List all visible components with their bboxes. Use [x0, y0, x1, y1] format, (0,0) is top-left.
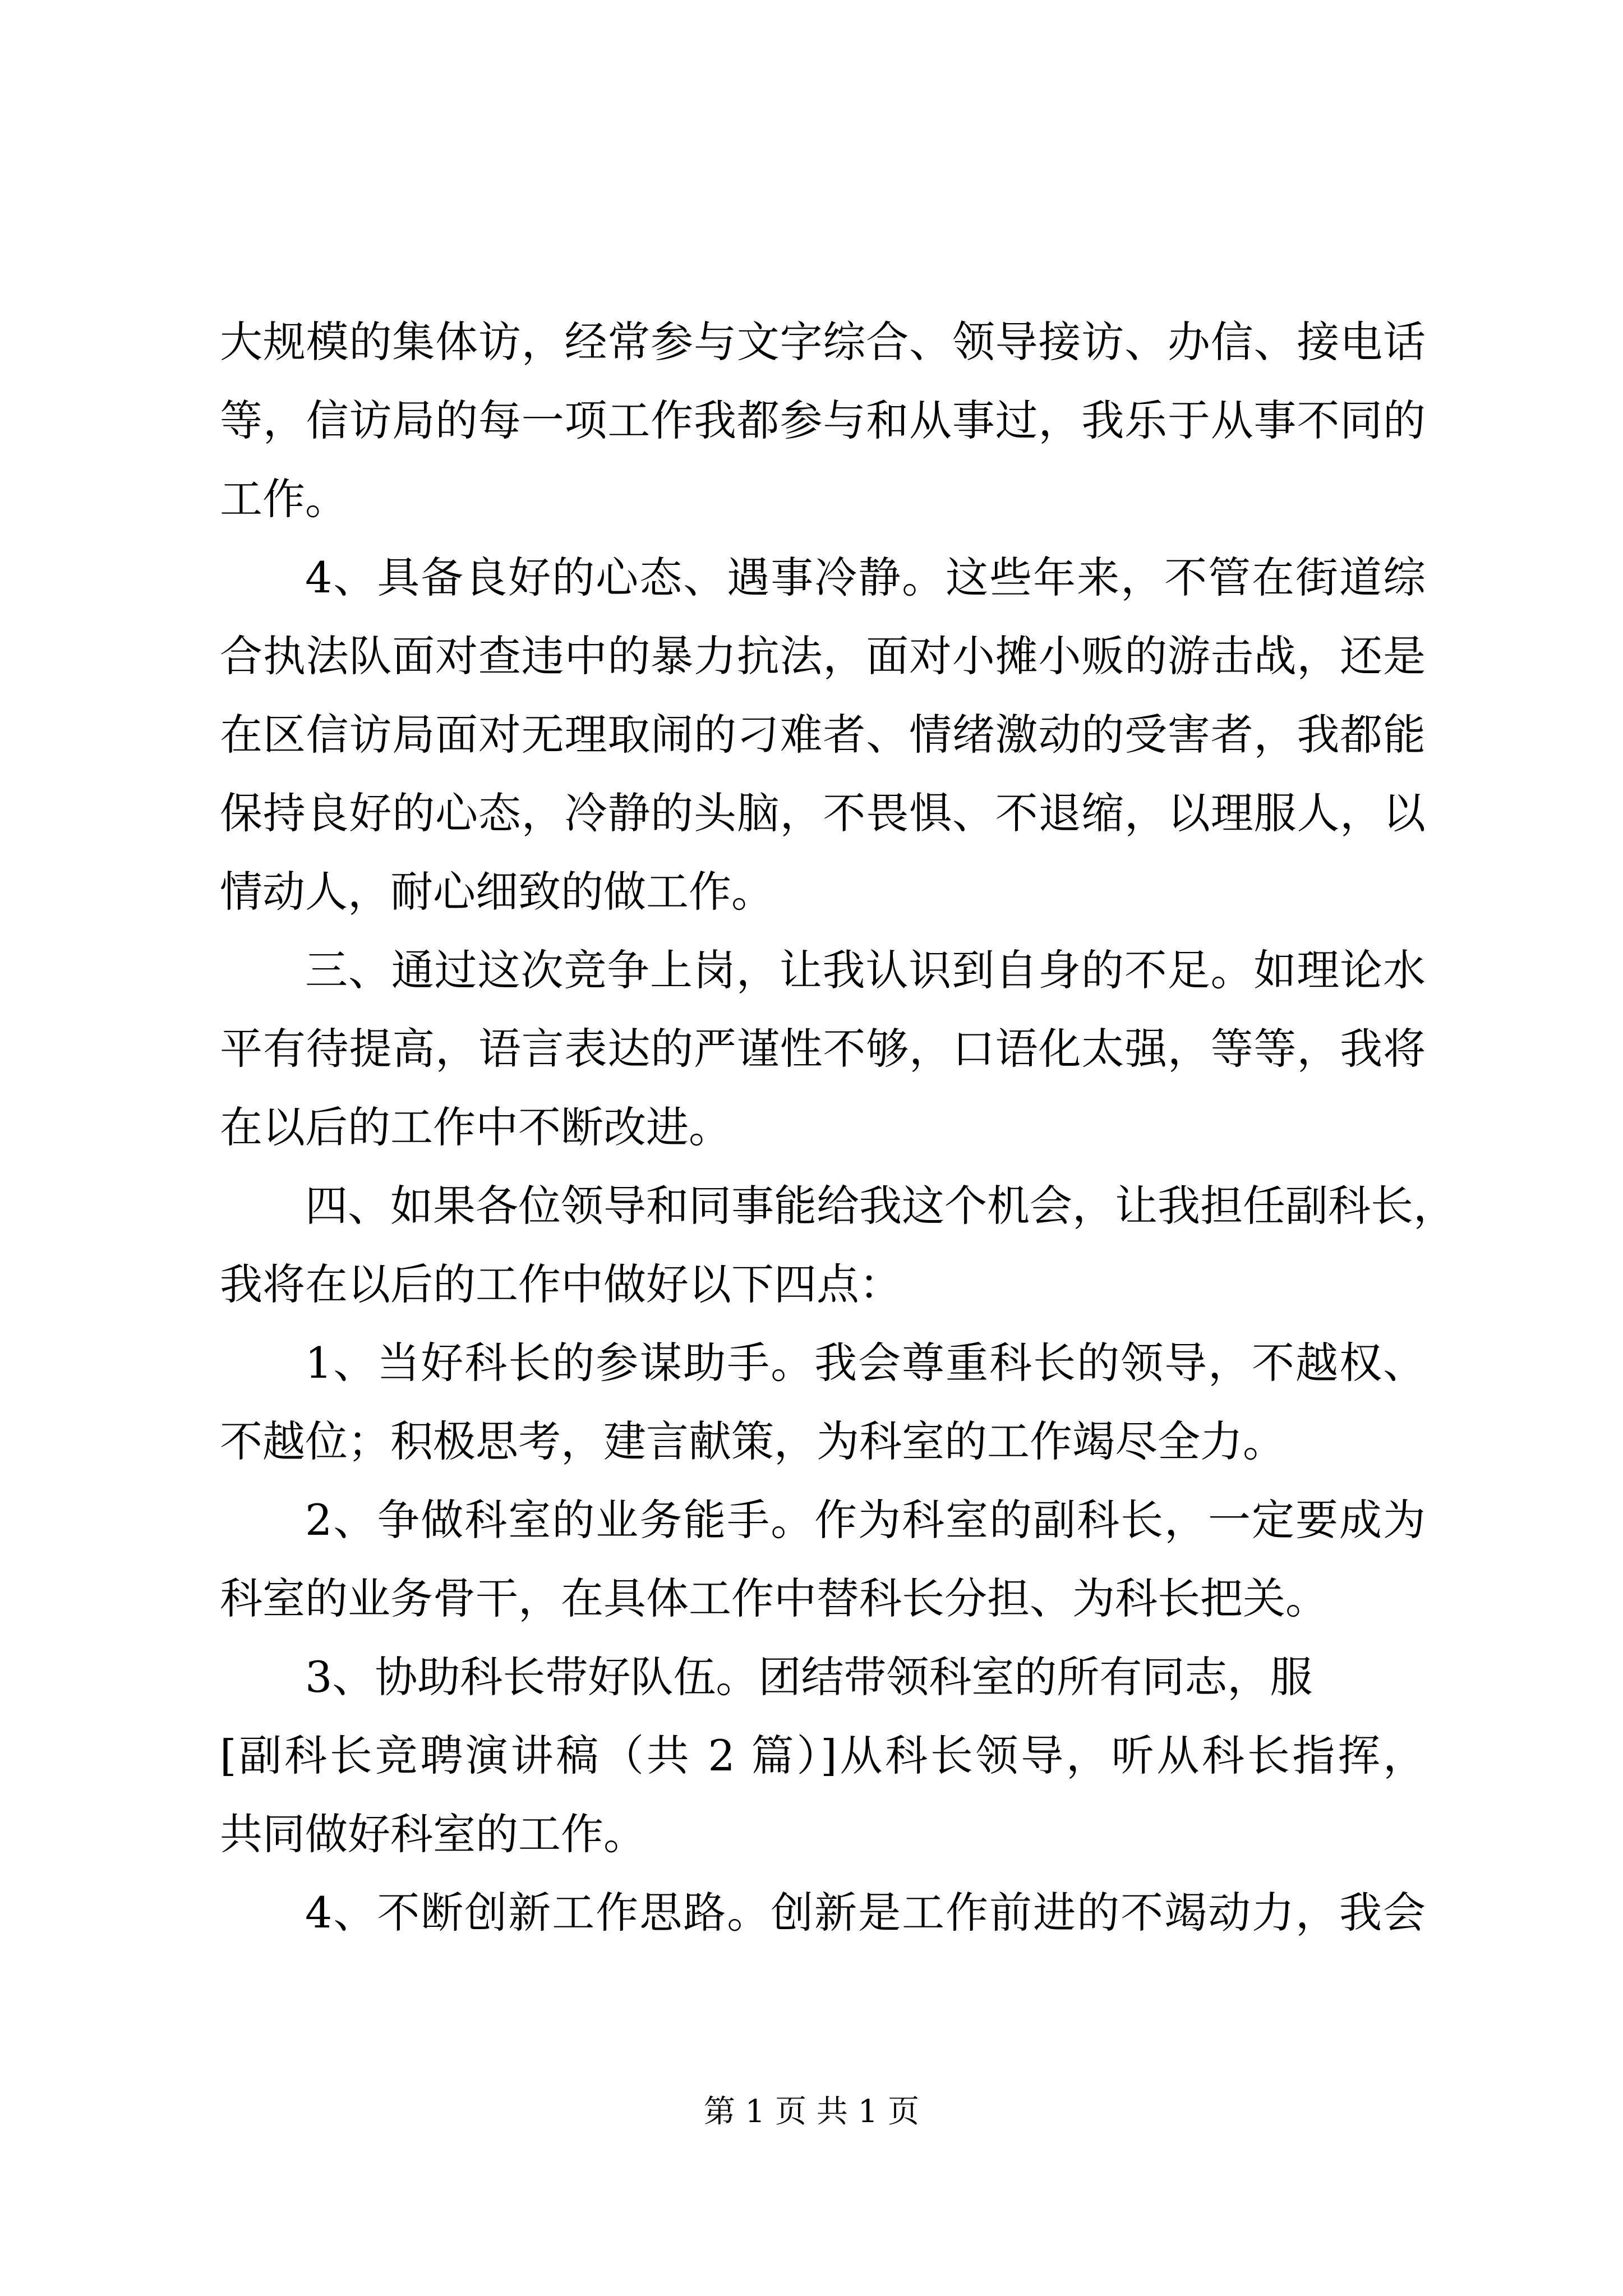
text-line-16: 2、争做科室的业务能手。作为科室的副科长，一定要成为 — [305, 1495, 1426, 1545]
text-line-12: 四、如果各位领导和同事能给我这个机会，让我担任副科长， — [305, 1181, 1456, 1231]
text-line-20: 共同做好科室的工作。 — [220, 1809, 646, 1859]
text-line-15: 不越位；积极思考，建言献策，为科室的工作竭尽全力。 — [220, 1416, 1285, 1466]
text-line-5: 合执法队面对查违中的暴力抗法，面对小摊小贩的游击战，还是 — [220, 631, 1426, 681]
text-line-11: 在以后的工作中不断改进。 — [220, 1102, 731, 1152]
text-line-8: 情动人，耐心细致的做工作。 — [220, 867, 774, 917]
text-line-19: [副科长竞聘演讲稿（共 2 篇）]从科长领导，听从科长指挥， — [220, 1731, 1426, 1780]
text-line-18: 3、协助科长带好队伍。团结带领科室的所有同志，服 — [305, 1652, 1313, 1702]
text-line-17: 科室的业务骨干，在具体工作中替科长分担、为科长把关。 — [220, 1573, 1328, 1623]
text-line-10: 平有待提高，语言表达的严谨性不够，口语化太强，等等，我将 — [220, 1024, 1426, 1074]
text-line-4: 4、具备良好的心态、遇事冷静。这些年来，不管在街道综 — [305, 553, 1426, 602]
text-line-1: 大规模的集体访，经常参与文字综合、领导接访、办信、接电话 — [220, 317, 1426, 367]
text-line-21: 4、不断创新工作思路。创新是工作前进的不竭动力，我会 — [305, 1888, 1426, 1938]
text-line-9: 三、通过这次竞争上岗，让我认识到自身的不足。如理论水 — [305, 945, 1426, 995]
page-footer: 第 1 页 共 1 页 — [703, 2093, 920, 2130]
text-line-3: 工作。 — [220, 474, 348, 524]
text-line-14: 1、当好科长的参谋助手。我会尊重科长的领导，不越权、 — [305, 1338, 1426, 1388]
text-line-2: 等，信访局的每一项工作我都参与和从事过，我乐于从事不同的 — [220, 395, 1426, 445]
text-line-13: 我将在以后的工作中做好以下四点： — [220, 1259, 902, 1309]
document-body — [220, 303, 1456, 1952]
text-line-6: 在区信访局面对无理取闹的刁难者、情绪激动的受害者，我都能 — [220, 710, 1426, 760]
text-line-7: 保持良好的心态，冷静的头脑，不畏惧、不退缩，以理服人，以 — [220, 788, 1426, 838]
